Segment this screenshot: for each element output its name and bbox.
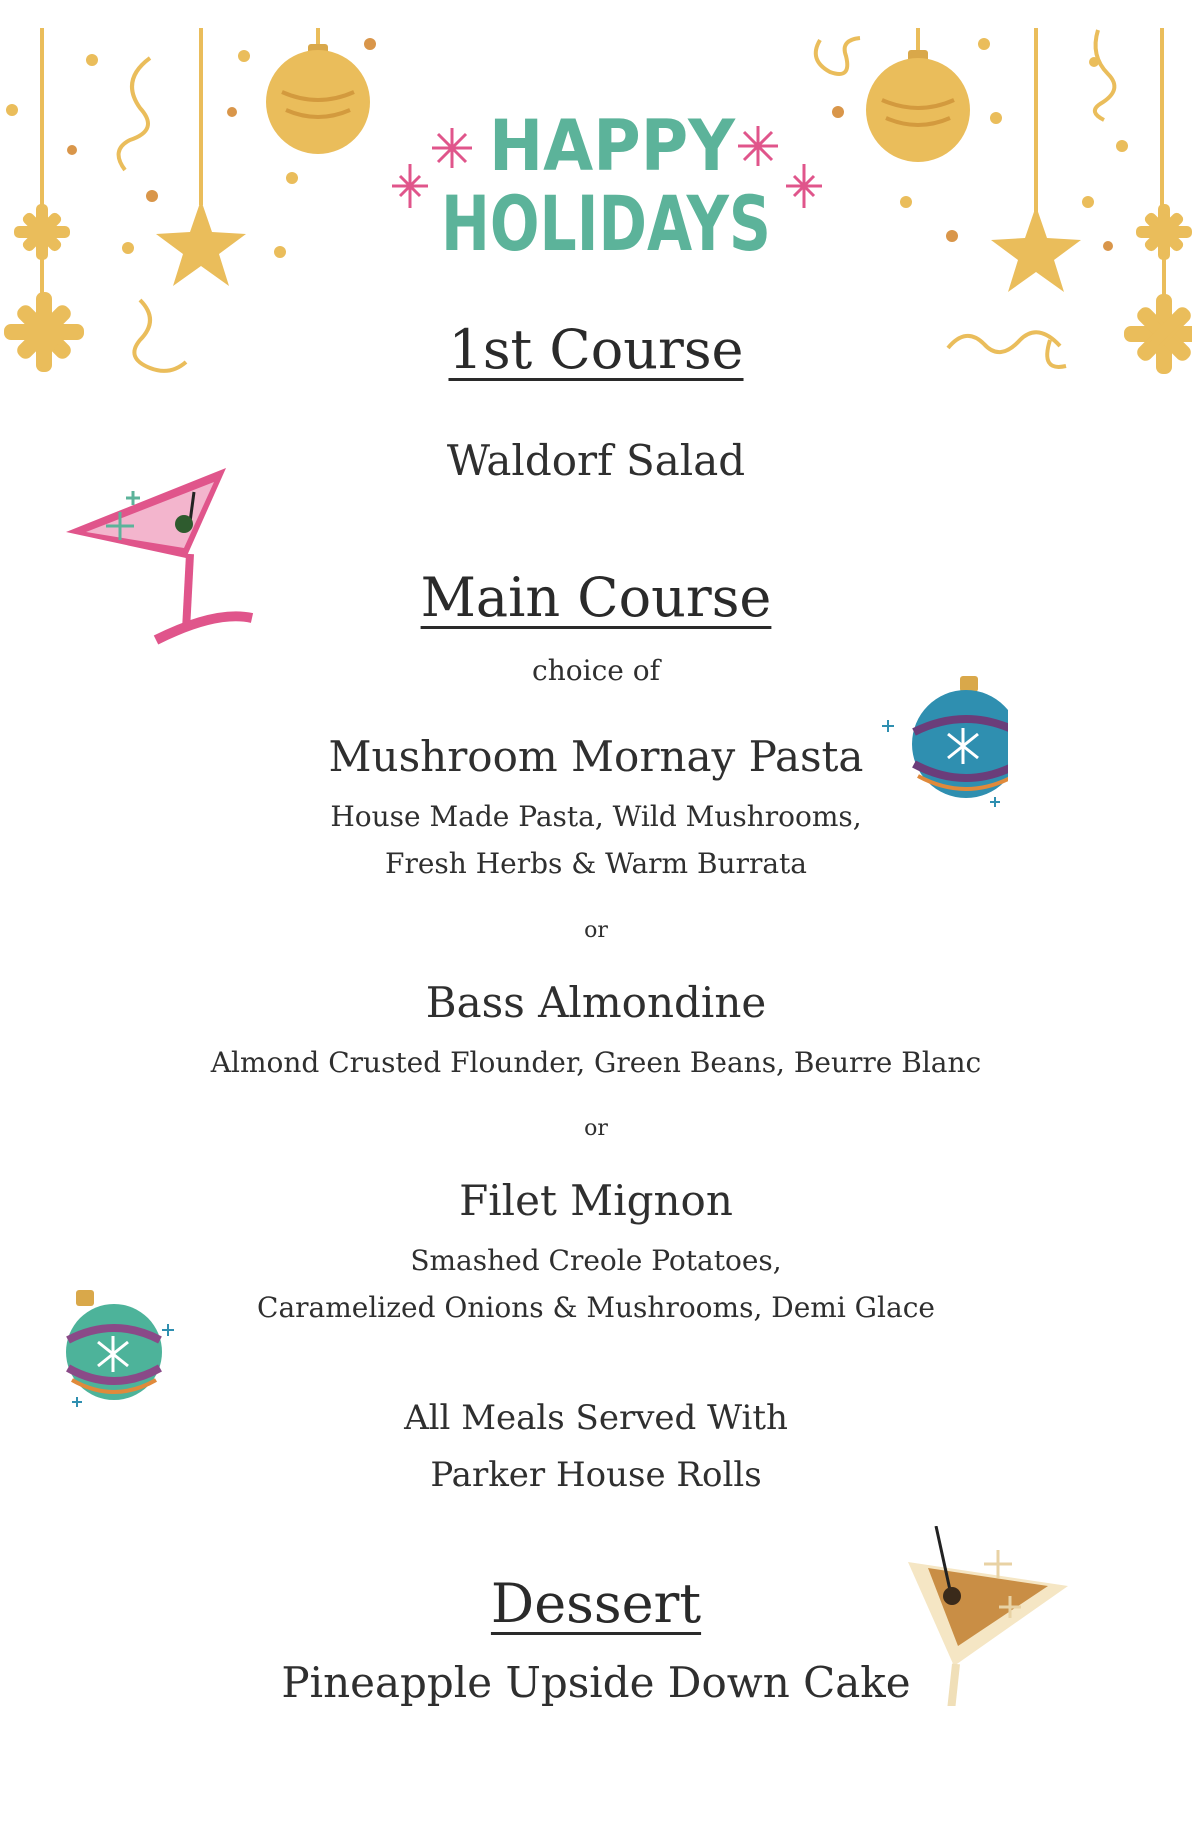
- main-option-name: Bass Almondine: [425, 978, 767, 1027]
- main-option-description: Almond Crusted Flounder, Green Beans, Beurre Blanc: [210, 1046, 982, 1079]
- title-line-happy: HAPPY: [489, 105, 737, 187]
- main-option-name: Mushroom Mornay Pasta: [328, 732, 864, 781]
- dessert-dish: Pineapple Upside Down Cake: [281, 1658, 911, 1707]
- main-option-description: Smashed Creole Potatoes,: [410, 1244, 782, 1277]
- star-right-icon: [991, 28, 1081, 292]
- title-line-holidays: HOLIDAYS: [441, 179, 771, 268]
- main-option-description: House Made Pasta, Wild Mushrooms,: [330, 800, 862, 833]
- meals-note: All Meals Served With: [404, 1398, 788, 1438]
- main-course-heading: Main Course: [420, 566, 772, 629]
- or-separator: or: [584, 1116, 608, 1141]
- first-course-dish: Waldorf Salad: [446, 436, 746, 485]
- main-option-name: Filet Mignon: [459, 1176, 733, 1225]
- happy-holidays-title: [372, 86, 892, 286]
- dessert-heading: Dessert: [490, 1572, 702, 1635]
- main-option-description: Caramelized Onions & Mushrooms, Demi Glace: [257, 1291, 935, 1324]
- first-course-heading: 1st Course: [448, 318, 744, 381]
- ornament-left-icon: [266, 28, 370, 154]
- main-option-description: Fresh Herbs & Warm Burrata: [385, 847, 807, 880]
- star-left-icon: [156, 28, 246, 286]
- main-course-subheading: choice of: [532, 654, 660, 687]
- or-separator: or: [584, 918, 608, 943]
- meals-note: Parker House Rolls: [430, 1455, 762, 1495]
